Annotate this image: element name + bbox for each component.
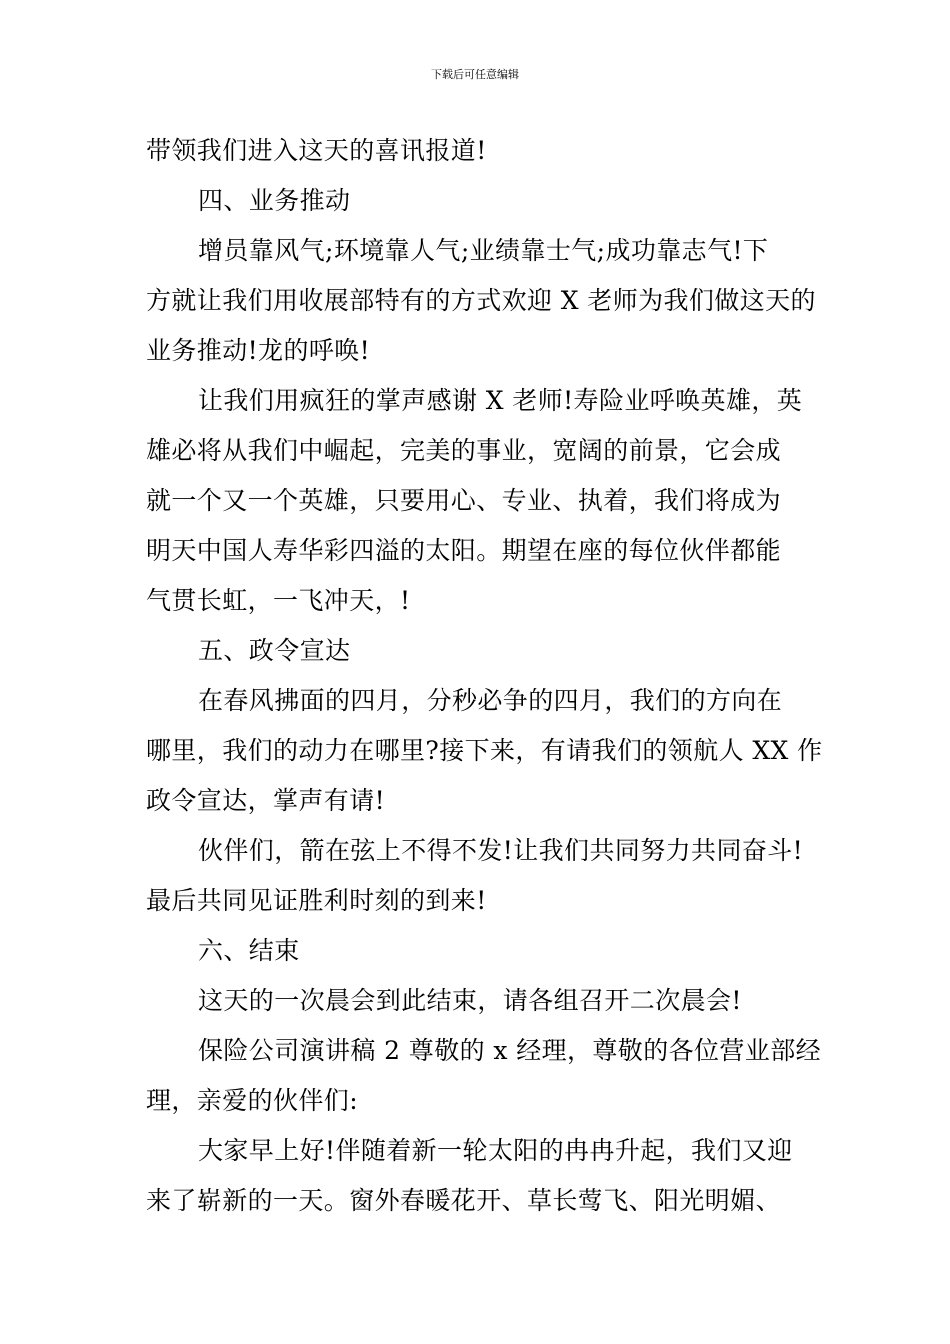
text-line: 来了崭新的一天。窗外春暖花开、草长莺飞、阳光明媚、 xyxy=(146,1186,782,1215)
text-line: 明天中国人寿华彩四溢的太阳。期望在座的每位伙伴都能 xyxy=(146,536,782,565)
text-line: 最后共同见证胜利时刻的到来! xyxy=(146,886,487,915)
text-line: 方就让我们用收展部特有的方式欢迎 X 老师为我们做这天的 xyxy=(146,286,816,315)
text-line: 理，亲爱的伙伴们: xyxy=(146,1086,359,1115)
text-line: 伙伴们，箭在弦上不得不发!让我们共同努力共同奋斗! xyxy=(198,836,804,865)
text-line: 就一个又一个英雄，只要用心、专业、执着，我们将成为 xyxy=(146,486,782,515)
text-line: 政令宣达，掌声有请! xyxy=(146,786,386,815)
text-line: 这天的一次晨会到此结束，请各组召开二次晨会! xyxy=(198,986,742,1015)
text-line: 六、结束 xyxy=(198,936,300,965)
text-line: 保险公司演讲稿 2 尊敬的 x 经理，尊敬的各位营业部经 xyxy=(198,1036,821,1065)
text-line: 四、业务推动 xyxy=(198,186,351,215)
text-line: 让我们用疯狂的掌声感谢 X 老师!寿险业呼唤英雄，英 xyxy=(198,386,803,415)
text-line: 业务推动!龙的呼唤! xyxy=(146,336,371,365)
text-line: 带领我们进入这天的喜讯报道! xyxy=(146,136,487,165)
text-line: 哪里，我们的动力在哪里?接下来，有请我们的领航人 XX 作 xyxy=(146,736,823,765)
text-line: 增员靠风气;环境靠人气;业绩靠士气;成功靠志气!下 xyxy=(198,236,769,265)
page-header: 下载后可任意编辑 xyxy=(431,68,519,81)
text-line: 大家早上好!伴随着新一轮太阳的冉冉升起，我们又迎 xyxy=(198,1136,793,1165)
text-line: 五、政令宣达 xyxy=(198,636,351,665)
text-line: 气贯长虹，一飞冲天，! xyxy=(146,586,411,615)
text-line: 雄必将从我们中崛起，完美的事业，宽阔的前景，它会成 xyxy=(146,436,782,465)
text-line: 在春风拂面的四月，分秒必争的四月，我们的方向在 xyxy=(198,686,783,715)
document-body xyxy=(146,126,823,1226)
